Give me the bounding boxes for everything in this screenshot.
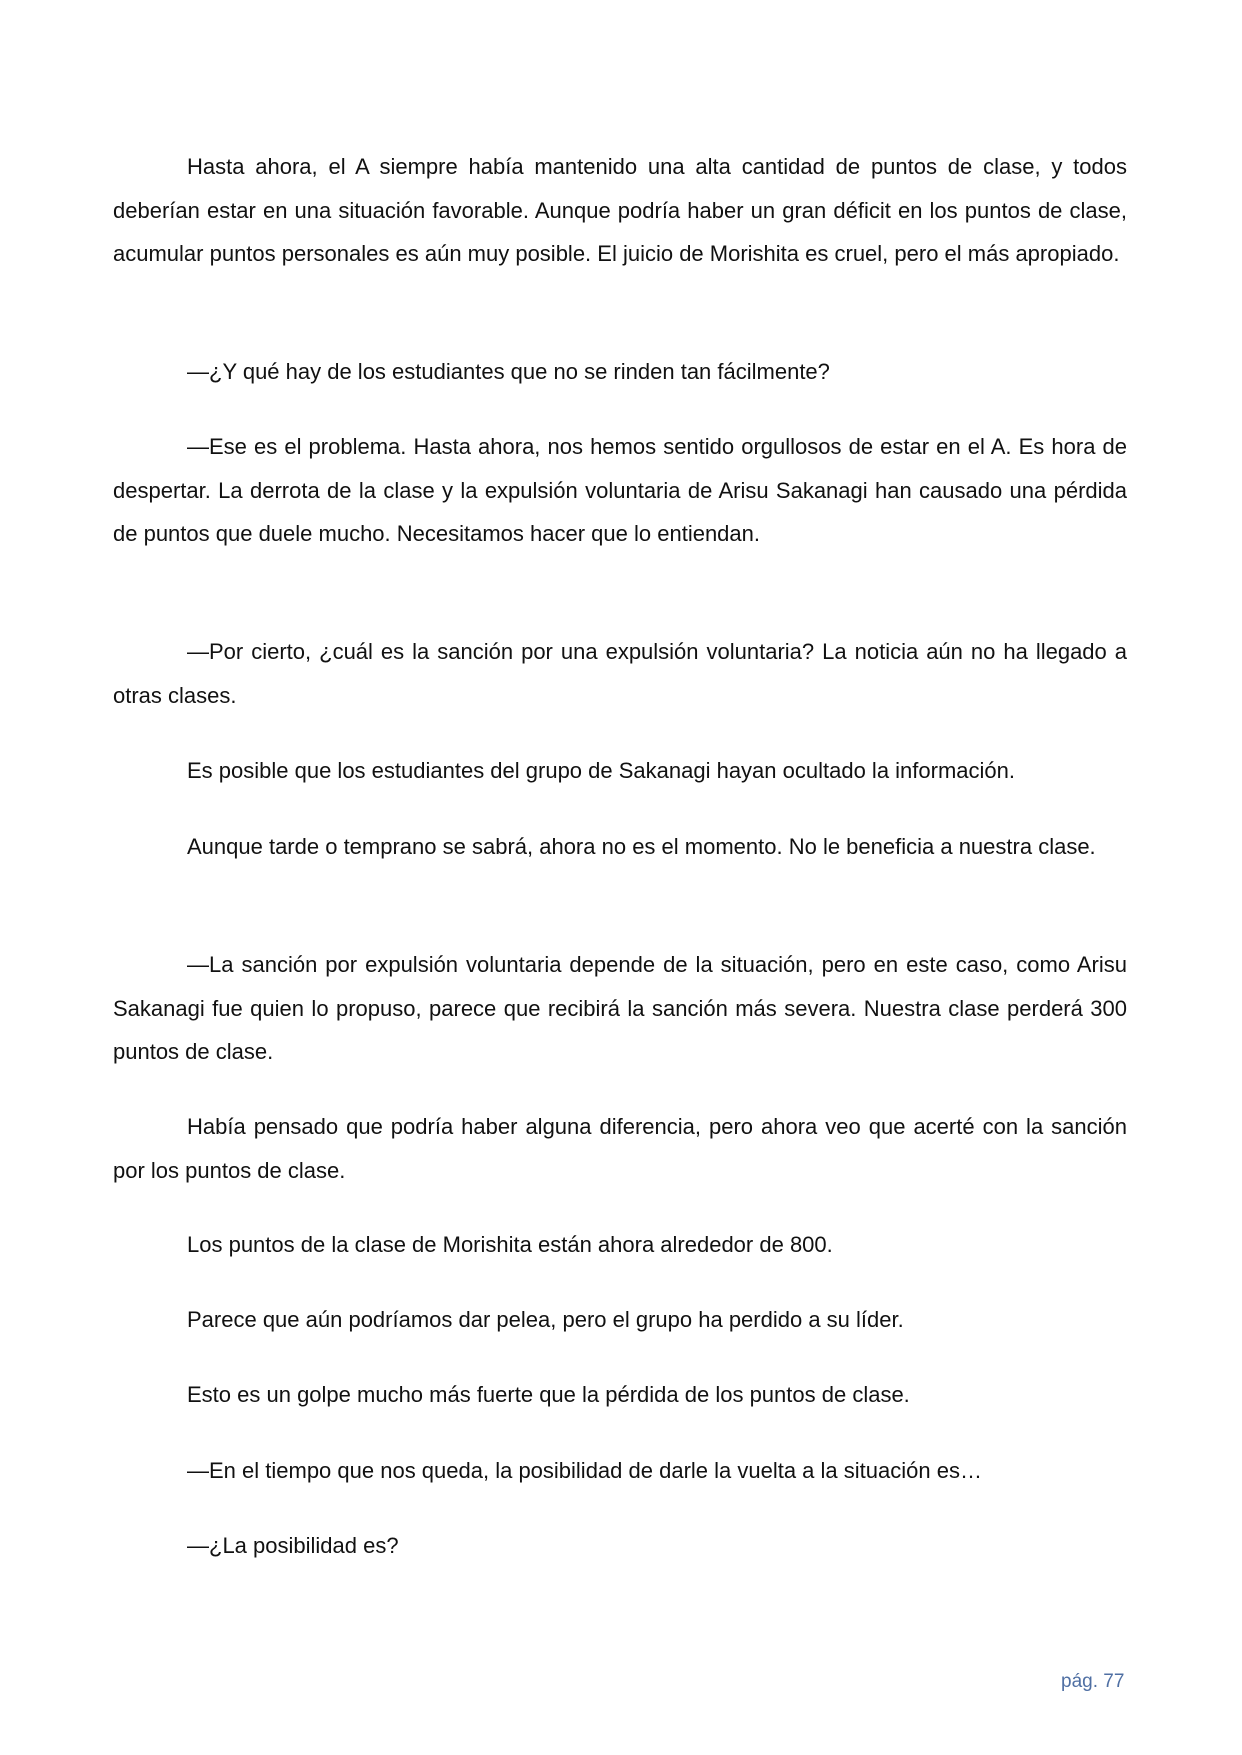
paragraph: Es posible que los estudiantes del grupo de Sakanagi hayan ocultado la información.	[187, 758, 1015, 783]
paragraph: —Por cierto, ¿cuál es la sanción por una expulsión voluntaria? La noticia aún no ha llegado a otras clases.	[113, 639, 1127, 708]
paragraph: Había pensado que podría haber alguna diferencia, pero ahora veo que acerté con la sanción por los puntos de clase.	[113, 1114, 1127, 1183]
paragraph: Los puntos de la clase de Morishita están ahora alrededor de 800.	[187, 1232, 833, 1257]
paragraph: Esto es un golpe mucho más fuerte que la pérdida de los puntos de clase.	[187, 1382, 910, 1407]
paragraph: Hasta ahora, el A siempre había mantenido una alta cantidad de puntos de clase, y todos deberían estar en una situación favorable. Aunque podría haber un gran déficit en los puntos de clase, acumular puntos personales es aún muy posible. El juicio de Morishita es cruel, pero el más apropiado.	[113, 154, 1127, 266]
paragraph: Parece que aún podríamos dar pelea, pero el grupo ha perdido a su líder.	[187, 1307, 904, 1332]
paragraph: Aunque tarde o temprano se sabrá, ahora no es el momento. No le beneficia a nuestra clase.	[187, 834, 1096, 859]
page-number: pág. 77	[1061, 1671, 1125, 1692]
paragraph: —¿Y qué hay de los estudiantes que no se rinden tan fácilmente?	[187, 359, 830, 384]
paragraph: —¿La posibilidad es?	[187, 1533, 399, 1558]
paragraph: —En el tiempo que nos queda, la posibilidad de darle la vuelta a la situación es…	[187, 1458, 982, 1483]
paragraph: —La sanción por expulsión voluntaria depende de la situación, pero en este caso, como Arisu Sakanagi fue quien lo propuso, parece que recibirá la sanción más severa. Nuestra clase perderá 300 puntos de clase.	[113, 952, 1127, 1064]
paragraph: —Ese es el problema. Hasta ahora, nos hemos sentido orgullosos de estar en el A. Es hora de despertar. La derrota de la clase y la expulsión voluntaria de Arisu Sakanagi han causado una pérdida de puntos que duele mucho. Necesitamos hacer que lo entiendan.	[113, 434, 1127, 546]
